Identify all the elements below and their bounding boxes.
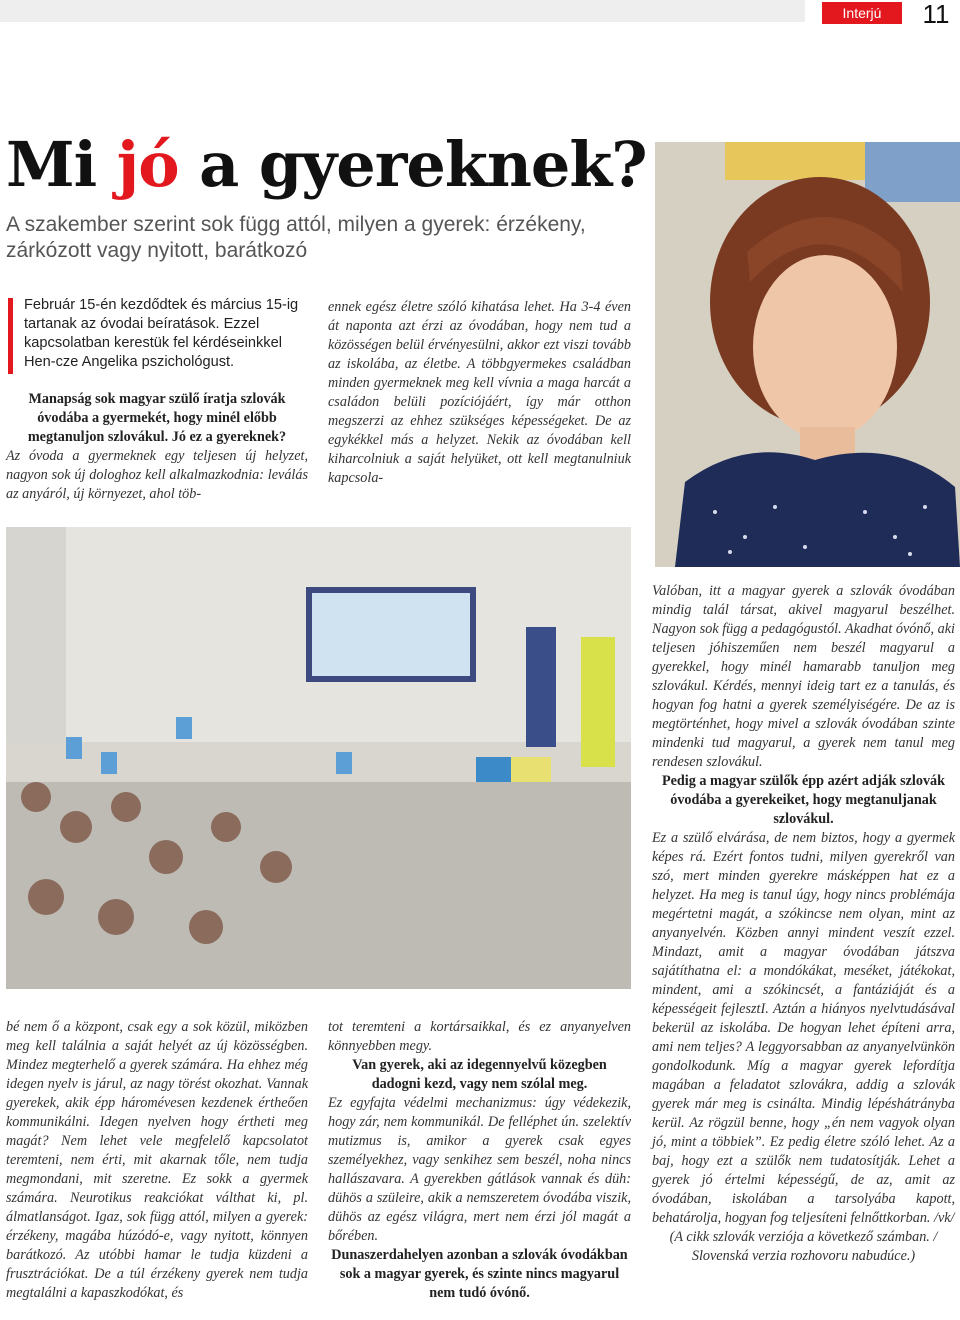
lead-accent-bar [8, 298, 13, 374]
page-number: 11 [922, 0, 950, 29]
column-2-top: ennek egész életre szóló kihatása lehet. Ha 3-4 éven át naponta azt érzi az óvodában, hogy nem tud a közösségen belül érvényesülni, akkor ezt viszi tovább az iskolába, az életbe. A többgyermekes családban minden gyermeknek meg kell vívnia a maga harcát a családon belüli pozíciójáért, így már otthon megszerzi az ehhez szükséges képességeket. De az egykékkel más a helyzet. Nekik az óvodában kell kiharcolniuk a saját helyüket, ott kell megtanulniuk kapcsola- [328, 299, 631, 486]
article-title [6, 128, 647, 202]
section-label: Interjú [822, 2, 902, 24]
answer-4: Ez a szülő elvárása, de nem biztos, hogy a gyermek képes rá. Ezért fontos tudni, milyen gyerekről van szó, mert minden gyerekre másképpen hat ez a helyzet. Ha meg is tanul úgy, hogy nincs problémája megértetni magát, a szókincse nem olyan, mint az anyanyelvén. Közben annyi mindent veszít ezzel. Mindazt, amit a magyar óvodában játszva sajátíthatna el: a mondókákat, meséket, játékokat, mindent, ami a szókincsét, a fantáziáját és a képességeit fejlesztI. Aztán a hiányos nyelvtudásával bekerül az iskolába. De hogyan lehet építeni arra, ami nem teljes? A leggyorsabban az anyanyelvünkön gondolkodunk. Míg a magyar gyerek lefordítja magában a feladatot szlovákra, addig a szlovák gyerek már meg is csinálta. Mindig lépéshátrányba kerül. Az rögzül benne, hogy „én nem vagyok olyan jó, mint a többiek”. Ez pedig életre szóló lehet. Az a baj, hogy ezt a szülők nem tudatosítják. Lehet a gyerek jó értelmi képességű, de az, amit az óvodában, iskolában a tarsolyába kapott, behatárolja, hogyan fog teljesíteni felnőttkorban. /vk/ [652, 830, 955, 1226]
answer-3: Valóban, itt a magyar gyerek a szlovák óvodában mindig talál társat, akivel magyarul beszélhet. Nagyon sok függ a pedagógustól. Akadhat óvónő, aki teljesen jóhiszeműen nem beszél magyarul a gyerekkel, hogy minél hamarabb tanuljon meg szlovákul. Kérdés, mennyi ideig tart ez a tanulás, és hogyan fog hatni a gyerek személyiségére. De az is megtörténhet, hogy mivel a szlovák óvodában szinte mindenki tud magyarul, a gyerek nem tanul meg rendesen szlovákul. [652, 583, 955, 770]
title-highlight: jó [116, 128, 179, 201]
question-4: Pedig a magyar szülők épp azért adják szlovák óvodába a gyerekeiket, hogy megtanuljanak szlovákul. [661, 773, 946, 827]
question-2: Van gyerek, aki az idegennyelvű közegben dadogni kezd, vagy nem szólal meg. [352, 1057, 607, 1092]
classroom-photo [6, 527, 631, 989]
portrait-photo [655, 142, 960, 567]
portrait-illustration [655, 142, 960, 567]
answer-1-end: tot teremteni a kortársaikkal, és ez anyanyelven könnyebben megy. [328, 1019, 631, 1054]
column-1-bottom: bé nem ő a központ, csak egy a sok közül, miközben meg kell találnia a saját helyét az új közösségben. Mindez megterhelő a gyerek számára. Ha ehhez még idegen nyelv is járul, az nagy törést okozhat. Vannak gyerekek, akik épp háromévesen kezdenek értheően kommunikálni. Idegen nyelven hogy értheti meg magát? Nem lehet vele megfelelő kapcsolatot teremteni, nem érti, mit akarnak tőle, nem tudja megmondani, mit szeretne. Ez sokk a gyermek számára. Neurotikus reakciókat válthat ki, pl. álmatlanságot. Igaz, sok függ attól, milyen a gyerek: érzékeny, magába húzódó-e, vagy nyitott, könnyen barátkozó. Az utóbbi hamar le tudja küzdeni a frusztrációkat. De a túl érzékeny gyerek nem tudja megtalálni a kapaszkodókat, és [6, 1019, 308, 1301]
question-1: Manapság sok magyar szülő íratja szlovák óvodába a gyermekét, hogy minél előbb megtanuljon szlovákul. Jó ez a gyereknek? [27, 391, 287, 445]
classroom-illustration [6, 527, 631, 989]
column-1-top [6, 390, 308, 504]
column-3 [652, 582, 955, 1266]
lead-paragraph: Február 15-én kezdődtek és március 15-ig tartanak az óvodai beíratások. Ezzel kapcsolatban kerestük fel kérdéseinkkel Hen-cze Angelika pszichológust. [24, 297, 299, 370]
column-2-bottom [328, 1018, 631, 1303]
header-bar [0, 0, 805, 22]
answer-2: Ez egyfajta védelmi mechanizmus: úgy védekezik, hogy zár, nem kommunikál. De felléphet ún. szelektív mutizmus is, amikor a gyerek csak egyes személyekhez, vagy senkihez sem beszél, noha nincs hallászavara. A gyerekben gátlások vannak és düh: dühös a szüleire, akik a nemszeretem óvodába viszik, dühös az egész világra, mert nem érzi jól magát a bőrében. [328, 1095, 631, 1244]
version-note: (A cikk szlovák verziója a következő számban. / Slovenská verzia rozhovoru nabudúce.) [669, 1229, 938, 1264]
title-part-1: Mi [6, 128, 117, 201]
article-subtitle: A szakember szerint sok függ attól, milyen a gyerek: érzékeny, zárkózott vagy nyitott, barátkozó [6, 213, 586, 262]
question-3: Dunaszerdahelyen azonban a szlovák óvodákban sok a magyar gyerek, és szinte nincs magyarul nem tudó óvónő. [331, 1247, 628, 1301]
answer-1-start: Az óvoda a gyermeknek egy teljesen új helyzet, nagyon sok új dologhoz kell alkalmazkodnia: leválás az anyáról, új környezet, ahol töb- [6, 448, 308, 502]
title-part-2: a gyereknek? [178, 128, 647, 201]
